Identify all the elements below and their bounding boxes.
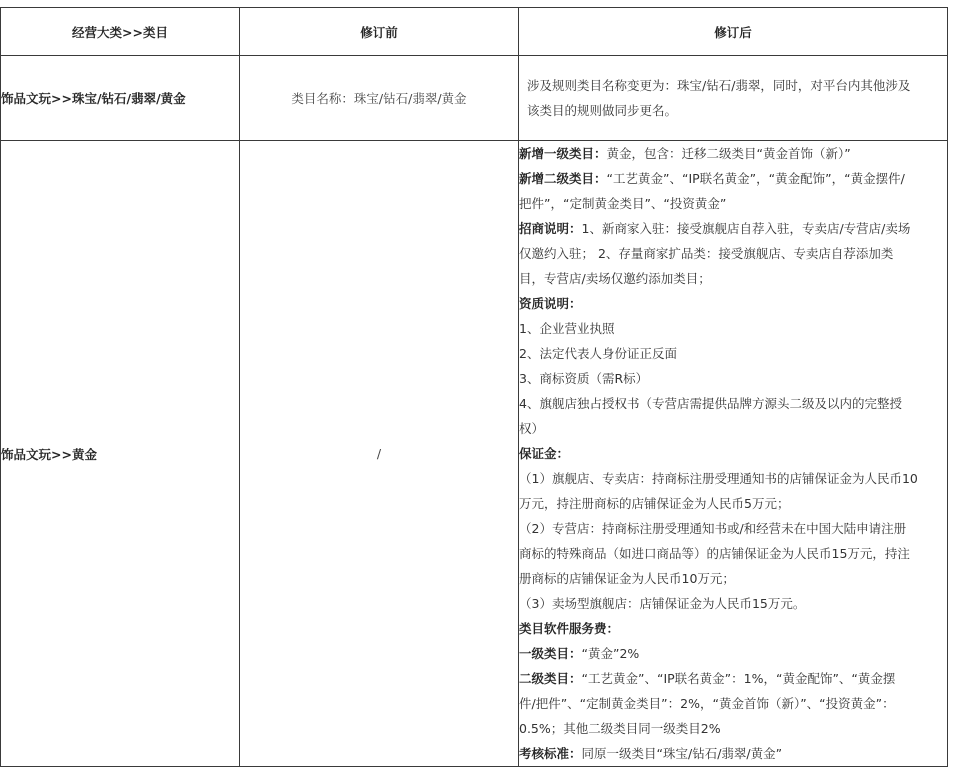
after-line-text: 同原一级类目“珠宝/钻石/翡翠/黄金” [581,746,783,761]
after-line-text: 权） [519,421,545,436]
revision-table [0,7,948,767]
after-text-line [519,266,947,291]
after-line-label: 类目软件服务费： [519,621,620,636]
after-line-text: 黄金，包含：迁移二级类目“黄金首饰（新）” [606,146,851,161]
after-line-text: “工艺黄金”、“IP联名黄金”，“黄金配饰”，“黄金摆件/ [606,171,905,186]
after-line-text: 商标的特殊商品（如进口商品等）的店铺保证金为人民币15万元，持注 [519,546,910,561]
header-category: 经营大类>>类目 [1,8,240,56]
after-line-text: 该类目的规则做同步更名。 [527,103,678,118]
after-line-text: 0.5%；其他二级类目同一级类目2% [519,721,721,736]
after-line-text: “黄金”2% [581,646,640,661]
after-line-text: 2、法定代表人身份证正反面 [519,346,677,361]
after-text-line [519,566,947,591]
before-cell: / [240,141,519,767]
table-row [1,141,948,767]
after-text-line [519,491,947,516]
after-text-line [519,541,947,566]
after-text-line [519,216,947,241]
after-text-line [519,616,947,641]
after-text-line [519,591,947,616]
after-line-text: 1、新商家入驻：接受旗舰店自荐入驻，专卖店/专营店/卖场 [581,221,911,236]
after-text-line [519,641,947,666]
after-line-label: 保证金： [519,446,570,461]
after-text-line [519,141,947,166]
after-text-line [519,366,947,391]
after-line-text: （2）专营店：持商标注册受理通知书或/和经营未在中国大陆申请注册 [519,521,907,536]
after-line-text: （3）卖场型旗舰店：店铺保证金为人民币15万元。 [519,596,806,611]
header-before: 修订前 [240,8,519,56]
after-line-label: 新增二级类目： [519,171,607,186]
after-line-text: 万元，持注册商标的店铺保证金为人民币5万元； [519,496,790,511]
after-line-text: 涉及规则类目名称变更为：珠宝/钻石/翡翠，同时，对平台内其他涉及 [527,78,911,93]
after-line-label: 资质说明： [519,296,582,311]
table-row [1,56,948,141]
after-text-line [519,291,947,316]
after-text-line [519,391,947,416]
after-text-line [519,316,947,341]
after-text-line [519,191,947,216]
after-text-line [519,341,947,366]
after-text-line [519,716,947,741]
after-text-line [519,416,947,441]
after-text-line [519,466,947,491]
after-line-label: 考核标准： [519,746,582,761]
after-text-line [527,98,939,123]
after-line-text: 3、商标资质（需R标） [519,371,649,386]
after-text-line [519,741,947,766]
header-row [1,8,948,56]
after-line-label: 二级类目： [519,671,582,686]
after-line-label: 一级类目： [519,646,582,661]
after-text-line [519,166,947,191]
after-line-text: 仅邀约入驻； 2、存量商家扩品类：接受旗舰店、专卖店自荐添加类 [519,246,894,261]
after-line-text: （1）旗舰店、专卖店：持商标注册受理通知书的店铺保证金为人民币10 [519,471,918,486]
header-after: 修订后 [519,8,948,56]
after-text-line [519,691,947,716]
category-cell: 饰品文玩>>珠宝/钻石/翡翠/黄金 [1,56,240,141]
after-text-line [519,241,947,266]
after-line-label: 招商说明： [519,221,582,236]
after-line-text: 件/把件”、“定制黄金类目”：2%，“黄金首饰（新）”、“投资黄金”： [519,696,895,711]
after-cell [519,56,948,141]
after-line-text: 把件”，“定制黄金类目”、“投资黄金” [519,196,727,211]
after-text-line [519,441,947,466]
category-cell: 饰品文玩>>黄金 [1,141,240,767]
after-cell [519,141,948,767]
after-line-text: 册商标的店铺保证金为人民币10万元； [519,571,735,586]
after-text-line [519,666,947,691]
after-line-text: “工艺黄金”、“IP联名黄金”：1%，“黄金配饰”、“黄金摆 [581,671,896,686]
before-cell: 类目名称：珠宝/钻石/翡翠/黄金 [240,56,519,141]
after-line-text: 4、旗舰店独占授权书（专营店需提供品牌方源头二级及以内的完整授 [519,396,902,411]
after-line-text: 目，专营店/卖场仅邀约添加类目； [519,271,711,286]
after-text-line [527,73,939,98]
after-line-label: 新增一级类目： [519,146,607,161]
after-text-line [519,516,947,541]
after-line-text: 1、企业营业执照 [519,321,615,336]
